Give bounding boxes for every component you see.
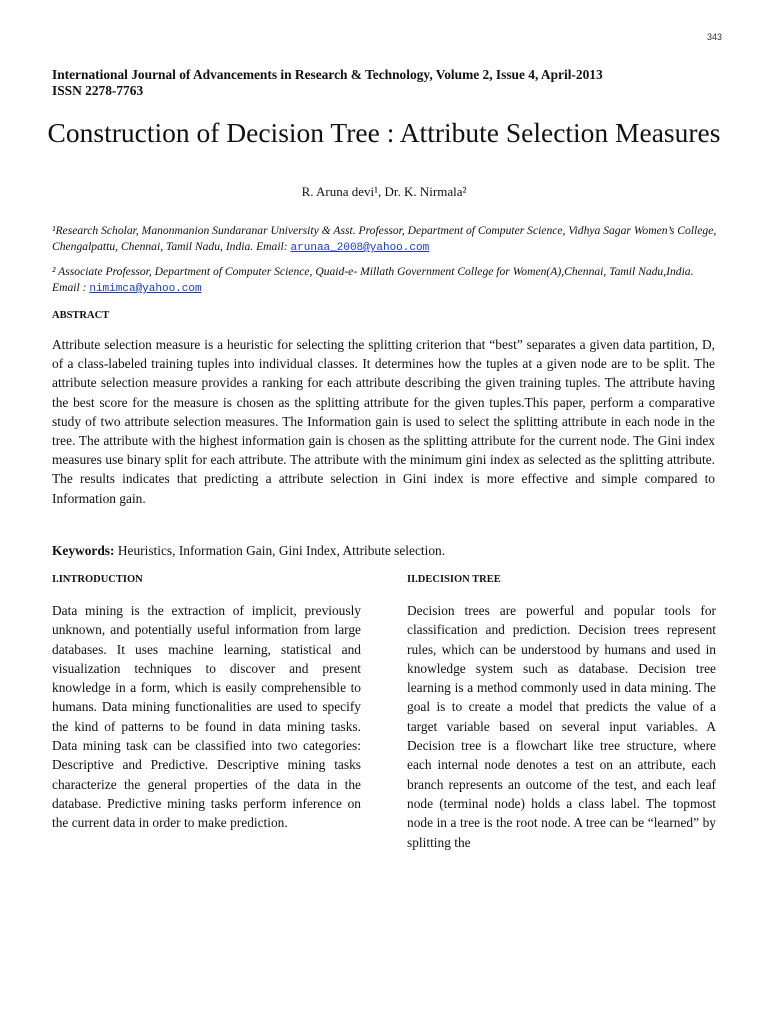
affiliation-1-text: ¹Research Scholar, Manonmanion Sundaranar University & Asst. Professor, Department of Computer Science, Vidhya Sagar Women’s College, Chengalpattu, Chennai, Tamil Nadu, India. Email:	[52, 224, 717, 253]
journal-citation: International Journal of Advancements in Research & Technology, Volume 2, Issue 4, April-2013	[52, 67, 603, 82]
keywords-label: Keywords:	[52, 543, 115, 558]
abstract-heading: ABSTRACT	[52, 310, 110, 321]
section-heading-introduction: I.INTRODUCTION	[52, 574, 143, 585]
affiliation-1	[52, 223, 718, 256]
page-number: 343	[706, 32, 722, 42]
affiliation-2-text: ² Associate Professor, Department of Computer Science, Quaid-e- Millath Government College for Women(A),Chennai, Tamil Nadu,India. Email :	[52, 265, 694, 294]
email-link-1[interactable]: arunaa_2008@yahoo.com	[290, 242, 430, 254]
email-link-2[interactable]: nimimca@yahoo.com	[89, 283, 202, 295]
section-heading-decision-tree: II.DECISION TREE	[407, 574, 501, 585]
keywords-text: Heuristics, Information Gain, Gini Index, Attribute selection.	[114, 543, 446, 558]
author-list: R. Aruna devi¹, Dr. K. Nirmala²	[301, 184, 467, 199]
keywords	[52, 543, 715, 559]
section-body-introduction: Data mining is the extraction of implicit, previously unknown, and potentially useful information from large databases. It uses machine learning, statistical and visualization techniques to discover and present knowledge in a form, which is easily comprehensible to humans. Data mining functionalities are used to specify the kind of patterns to be found in data mining tasks. Data mining task can be classified into two categories: Descriptive and Predictive. Descriptive mining tasks characterize the general properties of the data in the database. Predictive mining tasks perform inference on the current data in order to make prediction.	[52, 603, 361, 831]
abstract-body: Attribute selection measure is a heuristic for selecting the splitting criterion that “best” separates a given data partition, D, of a class-labeled training tuples into individual classes. It determines how the tuples at a given node are to be split. The attribute selection measure provides a ranking for each attribute describing the given training tuples. The attribute having the best score for the measure is chosen as the splitting attribute for the given tuples.This paper, perform a comparative study of two attribute selection measures. The Information gain is used to select the splitting attribute in each node in the tree. The attribute with the highest information gain is chosen as the splitting attribute for the current node. The Gini index measures use binary split for each attribute. The attribute with the minimum gini index as selected as the splitting attribute. The results indicates that predicting a attribute selection in Gini index is more effective and simple compared to Information gain.	[52, 337, 715, 506]
journal-issn: ISSN 2278-7763	[52, 83, 144, 98]
paper-title: Construction of Decision Tree : Attribute Selection Measures	[47, 117, 721, 148]
section-body-decision-tree: Decision trees are powerful and popular tools for classification and prediction. Decision trees represent rules, which can be understood by humans and used in knowledge system such as database. Decision tree learning is a method commonly used in data mining. The goal is to create a model that predicts the value of a target variable based on several input variables. A Decision tree is a flowchart like tree structure, where each internal node denotes a test on an attribute, each branch represents an outcome of the test, and each leaf node (terminal node) holds a class label. The topmost node in a tree is the root node. A tree can be “learned” by splitting the	[407, 603, 716, 850]
affiliation-2	[52, 264, 718, 297]
journal-header	[52, 67, 732, 99]
